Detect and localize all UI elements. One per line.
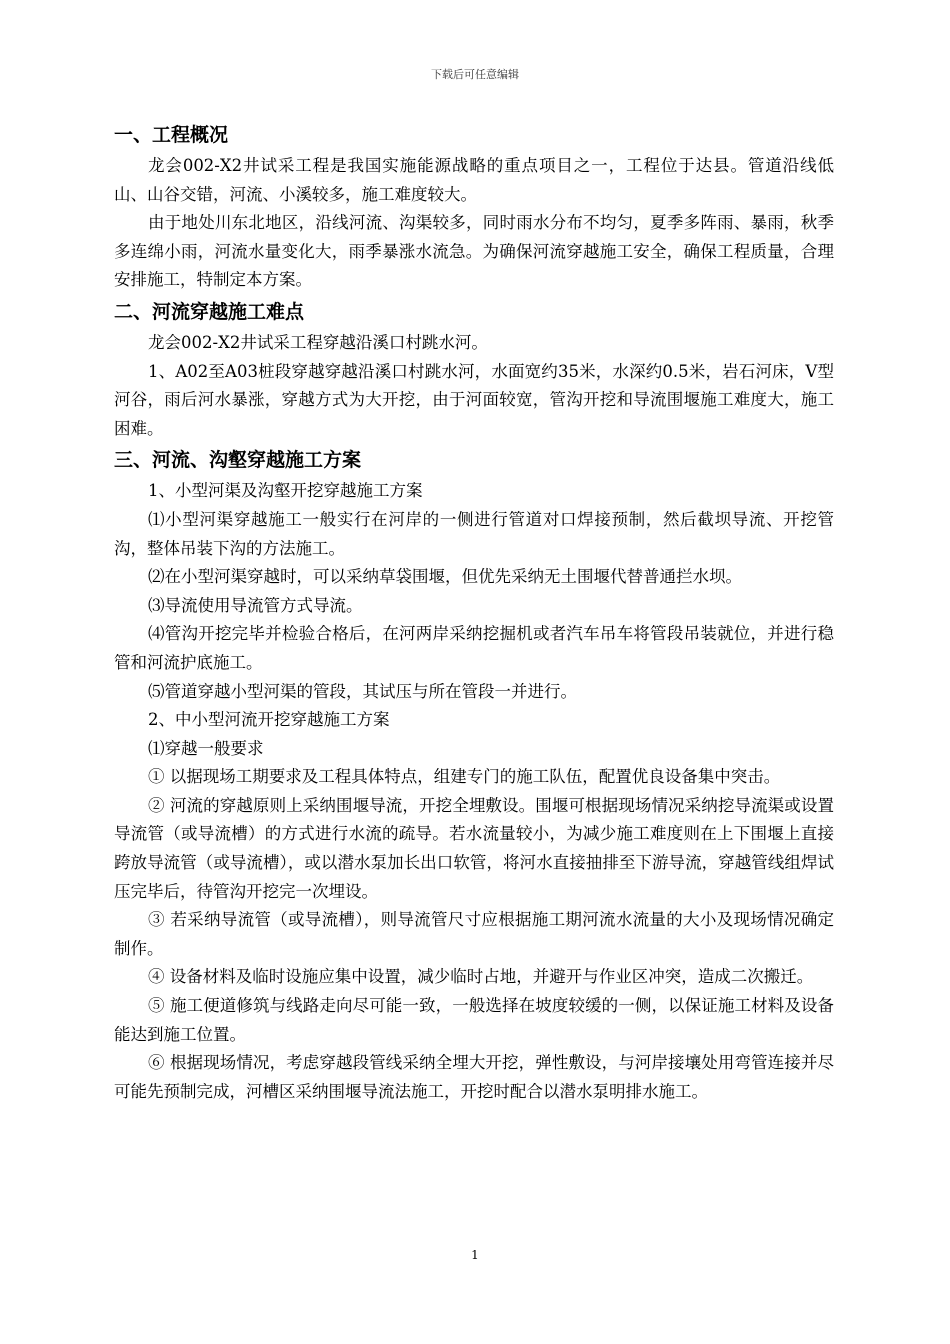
paragraph: ⑥ 根据现场情况，考虑穿越段管线采纳全埋大开挖，弹性敷设，与河岸接壤处用弯管连接并尽可能先预制完成，河槽区采纳围堰导流法施工，开挖时配合以潜水泵明排水施工。 (114, 1053, 834, 1101)
paragraph: ④ 设备材料及临时设施应集中设置，减少临时占地，并避开与作业区冲突，造成二次搬迁。 (148, 967, 814, 987)
paragraph: ⑴小型河渠穿越施工一般实行在河岸的一侧进行管道对口焊接预制，然后截坝导流、开挖管沟，整体吊装下沟的方法施工。 (114, 509, 834, 558)
paragraph: ⑸管道穿越小型河渠的管段，其试压与所在管段一并进行。 (148, 681, 577, 701)
paragraph: 龙会002-X2井试采工程穿越沿溪口村跳水河。 (148, 332, 488, 352)
paragraph: ⑶导流使用导流管方式导流。 (148, 595, 363, 615)
paragraph: 1、A02至A03桩段穿越穿越沿溪口村跳水河，水面宽约35米，水深约0.5米，岩石河床，V型河谷，雨后河水暴涨，穿越方式为大开挖，由于河面较宽，管沟开挖和导流围堰施工难度大，施工困难。 (114, 361, 834, 438)
paragraph: 龙会002-X2井试采工程是我国实施能源战略的重点项目之一，工程位于达县。管道沿线低山、山谷交错，河流、小溪较多，施工难度较大。 (114, 156, 834, 204)
paragraph: ② 河流的穿越原则上采纳围堰导流，开挖全埋敷设。围堰可根据现场情况采纳挖导流渠或设置导流管（或导流槽）的方式进行水流的疏导。若水流量较小，为减少施工难度则在上下围堰上直接跨放导流管（或导流槽），或以潜水泵加长出口软管，将河水直接抽排至下游导流，穿越管线组焊试压完毕后，待管沟开挖完一次埋设。 (114, 795, 834, 901)
section-heading-overview: 一、工程概况 (114, 124, 229, 146)
paragraph: 由于地处川东北地区，沿线河流、沟渠较多，同时雨水分布不均匀，夏季多阵雨、暴雨，秋季多连绵小雨，河流水量变化大，雨季暴涨水流急。为确保河流穿越施工安全，确保工程质量，合理安排施工，特制定本方案。 (114, 213, 834, 290)
paragraph: ① 以据现场工期要求及工程具体特点，组建专门的施工队伍，配置优良设备集中突击。 (148, 767, 781, 787)
paragraph: 2、中小型河流开挖穿越施工方案 (148, 710, 390, 730)
header-note: 下载后可任意编辑 (431, 68, 519, 81)
paragraph: 1、小型河渠及沟壑开挖穿越施工方案 (148, 481, 423, 501)
paragraph: ⑤ 施工便道修筑与线路走向尽可能一致，一般选择在坡度较缓的一侧，以保证施工材料及设备能达到施工位置。 (114, 996, 834, 1044)
paragraph: ③ 若采纳导流管（或导流槽），则导流管尺寸应根据施工期河流水流量的大小及现场情况确定制作。 (114, 910, 834, 958)
section-heading-difficulties: 二、河流穿越施工难点 (114, 300, 305, 323)
page-number: 1 (471, 1248, 479, 1262)
paragraph: ⑴穿越一般要求 (148, 738, 264, 758)
section-heading-plan: 三、河流、沟壑穿越施工方案 (114, 449, 362, 472)
paragraph: ⑵在小型河渠穿越时，可以采纳草袋围堰，但优先采纳无土围堰代替普通拦水坝。 (148, 567, 742, 587)
document-body (114, 118, 834, 1106)
paragraph: ⑷管沟开挖完毕并检验合格后，在河两岸采纳挖掘机或者汽车吊车将管段吊装就位，并进行稳管和河流护底施工。 (114, 624, 834, 672)
